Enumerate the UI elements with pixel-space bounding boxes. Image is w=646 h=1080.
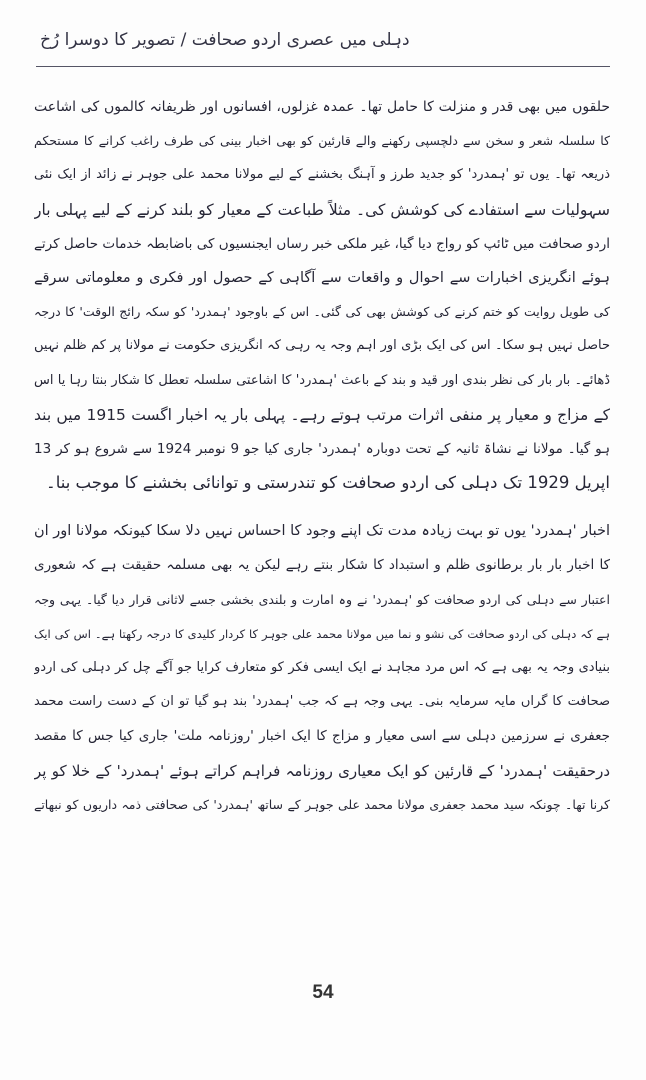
body-text bbox=[34, 90, 610, 822]
text-line: کے مزاج و معیار پر منفی اثرات مرتب ہوتے رہے۔ پہلی بار یہ اخبار اگست 1915 میں بند bbox=[34, 405, 610, 424]
text-line: اپریل 1929 تک دہلی کی اردو صحافت کو تندرستی و توانائی بخشنے کا موجب بنا۔ bbox=[46, 473, 610, 493]
text-line: کرنا تھا۔ چونکہ سید محمد جعفری مولانا محمد علی جوہر کے ساتھ 'ہمدرد' کی صحافتی ذمہ داریوں کو نبھاتے bbox=[34, 796, 610, 812]
text-line: سہولیات سے استفادے کی کوشش کی۔ مثلاً طباعت کے معیار کو بلند کرنے کے لیے پہلی بار bbox=[34, 200, 610, 219]
text-line: ہوئے انگریزی اخبارات سے احوال و واقعات سے آگاہی کے حصول اور فکری و معلوماتی سرقے bbox=[34, 269, 610, 286]
text-line: اخبار 'ہمدرد' یوں تو بہت زیادہ مدت تک اپنے وجود کا احساس نہیں دلا سکا کیونکہ مولانا اور ان bbox=[34, 523, 610, 540]
text-line: کا سلسلہ شعر و سخن سے دلچسپی رکھنے والے قارئین کو بھی اخبار بینی کی طرف راغب کرانے کا مستحکم bbox=[34, 133, 610, 149]
text-line: حاصل نہیں ہو سکا۔ اس کی ایک بڑی اور اہم وجہ یہ رہی کہ انگریزی حکومت نے مولانا پر کم ظلم نہیں bbox=[34, 338, 610, 354]
text-line: ڈھائے۔ بار بار کی نظر بندی اور قید و بند کے باعث 'ہمدرد' کا اشاعتی سلسلہ تعطل کا شکار بنتا رہا یا اس bbox=[34, 372, 610, 388]
text-line: کی طویل روایت کو ختم کرنے کی کوشش بھی کی گئی۔ اس کے باوجود 'ہمدرد' کو سکہ رائج الوقت' کا درجہ bbox=[34, 304, 610, 320]
text-line: کا اخبار بار بار برطانوی ظلم و استبداد کا شکار بنتے رہے لیکن یہ بھی مسلمہ حقیقت ہے کہ شعوری bbox=[34, 557, 610, 574]
paragraph-2 bbox=[34, 514, 610, 822]
text-line: ذریعہ تھا۔ یوں تو 'ہمدرد' کو جدید طرز و آہنگ بخشنے کے لیے مولانا محمد علی جوہر نے زائد از ایک نئی bbox=[34, 167, 610, 183]
text-line: بنیادی وجہ یہ بھی ہے کہ اس مرد مجاہد نے ایک ایسی فکر کو متعارف کرایا جو آگے چل کر دہلی کی اردو bbox=[34, 660, 610, 675]
text-line: ہو گیا۔ مولانا نے نشاۃ ثانیہ کے تحت دوبارہ 'ہمدرد' جاری کیا جو 9 نومبر 1924 سے شروع ہو کر 13 bbox=[34, 440, 610, 457]
text-line: صحافت کا گراں مایہ سرمایہ بنی۔ یہی وجہ ہے کہ جب 'ہمدرد' بند ہو گیا تو ان کے دست راست محمد bbox=[34, 694, 610, 710]
text-line: ہے کہ دہلی کی اردو صحافت کی نشو و نما میں مولانا محمد علی جوہر کا کردار کلیدی کا درجہ رکھتا ہے۔ اس کی ایک bbox=[34, 626, 610, 641]
text-line: اعتبار سے دہلی کی اردو صحافت کو 'ہمدرد' نے وہ امارت و بلندی بخشی جسے لاثانی قرار دیا گیا۔ یہی وجہ bbox=[34, 591, 610, 607]
text-line: اردو صحافت میں ٹائپ کو رواج دیا گیا، غیر ملکی خبر رساں ایجنسیوں کی باضابطہ خدمات حاصل کرتے bbox=[34, 235, 610, 252]
text-line: درحقیقت 'ہمدرد' کے قارئین کو ایک معیاری روزنامہ فراہم کراتے ہوئے 'ہمدرد' کے خلا کو پر bbox=[34, 761, 610, 780]
header-divider bbox=[36, 66, 610, 67]
text-line: حلقوں میں بھی قدر و منزلت کا حامل تھا۔ عمدہ غزلوں، افسانوں اور ظریفانہ کالموں کی اشاعت bbox=[34, 99, 610, 115]
text-line: جعفری نے سرزمین دہلی سے اسی معیار و مزاج کا ایک اخبار 'روزنامہ ملت' جاری کیا جس کا مقصد bbox=[34, 728, 610, 745]
running-header: دہلی میں عصری اردو صحافت / تصویر کا دوسرا رُخ bbox=[40, 30, 410, 50]
page-number: 54 bbox=[312, 982, 334, 1003]
paragraph-1 bbox=[34, 90, 610, 500]
